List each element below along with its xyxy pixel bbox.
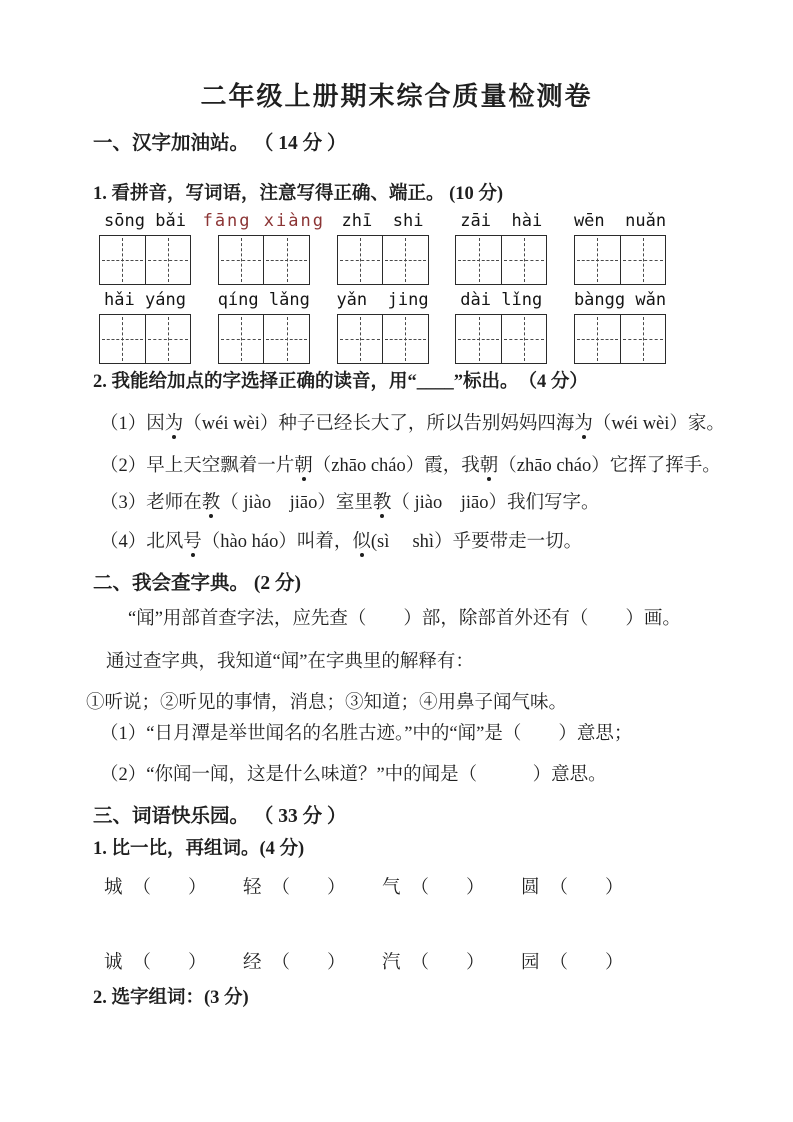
- base-character: 气: [382, 878, 401, 898]
- word-group: [93, 209, 197, 285]
- grid-cell: [219, 236, 264, 284]
- word-group: [449, 209, 553, 285]
- sentence-segment: （1）因: [100, 414, 165, 434]
- sentence-segment: （2）早上天空飘着一片: [100, 456, 295, 476]
- writing-grid-box: [99, 235, 191, 285]
- dotted-char: 为: [574, 411, 593, 437]
- compare-word-item: [382, 948, 521, 974]
- sentence-segment: （wéi wèi）家。: [592, 414, 725, 434]
- compare-word-item: [104, 873, 243, 899]
- answer-blank: （ ）: [271, 878, 346, 898]
- section-one-q2-label: 2. 我能给加点的字选择正确的读音，用“____”标出。 （4 分）: [93, 372, 588, 392]
- sentence-segment: （ jiào jiāo）室里: [220, 493, 373, 513]
- dotted-char: 朝: [480, 453, 499, 479]
- section-one-heading: 一、汉字加油站。 （ 14 分 ）: [93, 133, 347, 154]
- sentence-segment: (sì shì）乎要带走一切。: [370, 532, 583, 552]
- q2-item-4: [100, 529, 582, 555]
- base-character: 经: [243, 953, 262, 973]
- grid-cell: [501, 236, 547, 284]
- pinyin-label: zāi hài: [460, 211, 543, 231]
- word-group: [449, 288, 553, 364]
- grid-cell: [456, 236, 501, 284]
- base-character: 汽: [382, 953, 401, 973]
- answer-blank: （ ）: [549, 878, 624, 898]
- compare-word-item: [104, 948, 243, 974]
- pinyin-label: bàngg wǎn: [573, 290, 667, 310]
- grid-cell: [501, 315, 547, 363]
- q2-item-2: [100, 453, 721, 479]
- q2-item-1: [100, 411, 725, 437]
- grid-cell: [456, 315, 501, 363]
- answer-blank: （ ）: [410, 878, 485, 898]
- pinyin-label: yǎn jing: [336, 290, 429, 310]
- answer-blank: （ ）: [549, 953, 624, 973]
- base-character: 圆: [521, 878, 540, 898]
- dotted-char: 为: [165, 411, 184, 437]
- grid-cell: [620, 236, 666, 284]
- sentence-segment: （zhāo cháo）它挥了挥手。: [498, 456, 721, 476]
- sentence-segment: （hào háo）叫着，: [201, 532, 353, 552]
- grid-cell: [145, 315, 191, 363]
- pinyin-grid-row: [93, 209, 672, 285]
- grid-cell: [338, 236, 383, 284]
- grid-cell: [219, 315, 264, 363]
- dotted-char: 号: [183, 529, 202, 555]
- section-three-q1-label: 1. 比一比，再组词。(4 分): [93, 839, 305, 859]
- grid-cell: [338, 315, 383, 363]
- sentence-segment: （zhāo cháo）霞，我: [312, 456, 480, 476]
- compare-word-item: [521, 873, 660, 899]
- answer-blank: （ ）: [132, 878, 207, 898]
- writing-grid-box: [455, 314, 547, 364]
- page-title: 二年级上册期末综合质量检测卷: [200, 82, 593, 111]
- word-group: [331, 288, 435, 364]
- grid-cell: [575, 236, 620, 284]
- grid-cell: [263, 236, 309, 284]
- base-character: 园: [521, 953, 540, 973]
- base-character: 城: [104, 878, 123, 898]
- q2-item-3: [100, 490, 600, 516]
- base-character: 轻: [243, 878, 262, 898]
- grid-cell: [382, 315, 428, 363]
- section-two-item-1: （1）“日月潭是举世闻名的名胜古迹。”中的“闻”是（ ）意思；: [100, 724, 633, 744]
- dotted-char: 似: [352, 529, 371, 555]
- pinyin-label: qíng lǎng: [217, 290, 310, 310]
- answer-blank: （ ）: [132, 953, 207, 973]
- writing-grid-box: [574, 235, 666, 285]
- base-character: 诚: [104, 953, 123, 973]
- section-two-item-2: （2）“你闻一闻，这是什么味道？”中的闻是（ ）意思。: [100, 765, 607, 785]
- pinyin-grid-row: [93, 288, 672, 364]
- word-group: [212, 288, 316, 364]
- writing-grid-box: [455, 235, 547, 285]
- word-group: [331, 209, 435, 285]
- grid-cell: [382, 236, 428, 284]
- writing-grid-box: [337, 314, 429, 364]
- grid-cell: [620, 315, 666, 363]
- dictionary-intro-line: 通过查字典，我知道“闻”在字典里的解释有：: [106, 652, 474, 672]
- compare-word-item: [521, 948, 660, 974]
- pinyin-label: sōng bǎi: [104, 211, 186, 231]
- writing-grid-box: [218, 314, 310, 364]
- section-three-heading: 三、词语快乐园。 （ 33 分 ）: [93, 806, 347, 827]
- pinyin-label: dài lǐng: [460, 290, 543, 310]
- writing-grid-box: [99, 314, 191, 364]
- dictionary-definitions-line: ①听说；②听见的事情，消息；③知道；④用鼻子闻气味。: [86, 693, 568, 713]
- word-group: [568, 288, 672, 364]
- dotted-char: 教: [373, 490, 392, 516]
- answer-blank: （ ）: [271, 953, 346, 973]
- word-group: [93, 288, 197, 364]
- compare-word-item: [243, 948, 382, 974]
- grid-cell: [263, 315, 309, 363]
- word-group: [202, 209, 325, 285]
- dotted-char: 朝: [294, 453, 313, 479]
- sentence-segment: （wéi wèi）种子已经长大了，所以告别妈妈四海: [183, 414, 575, 434]
- section-two-heading: 二、我会查字典。 (2 分): [93, 573, 301, 594]
- pinyin-label: wēn nuǎn: [573, 211, 667, 231]
- section-one-q1-label: 1. 看拼音，写词语，注意写得正确、端正。 (10 分): [93, 184, 504, 204]
- sentence-segment: （3）老师在: [100, 493, 202, 513]
- pinyin-label: zhī shi: [341, 211, 424, 231]
- answer-blank: （ ）: [410, 953, 485, 973]
- compare-row-2: [104, 948, 704, 974]
- grid-cell: [100, 236, 145, 284]
- pinyin-label: hǎi yáng: [104, 290, 186, 310]
- writing-grid-box: [337, 235, 429, 285]
- writing-grid-box: [218, 235, 310, 285]
- section-three-q2-label: 2. 选字组词：(3 分): [93, 988, 249, 1008]
- dotted-char: 教: [202, 490, 221, 516]
- word-group: [568, 209, 672, 285]
- compare-word-item: [243, 873, 382, 899]
- dictionary-question-line: “闻”用部首查字法，应先查（ ）部，除部首外还有（ ）画。: [128, 609, 681, 629]
- sentence-segment: （ jiào jiāo）我们写字。: [391, 493, 600, 513]
- pinyin-label: fāng xiàng: [202, 211, 325, 231]
- writing-grid-box: [574, 314, 666, 364]
- grid-cell: [145, 236, 191, 284]
- grid-cell: [100, 315, 145, 363]
- compare-word-item: [382, 873, 521, 899]
- sentence-segment: （4）北风: [100, 532, 184, 552]
- compare-row-1: [104, 873, 704, 899]
- grid-cell: [575, 315, 620, 363]
- pinyin-writing-grids: [93, 209, 672, 364]
